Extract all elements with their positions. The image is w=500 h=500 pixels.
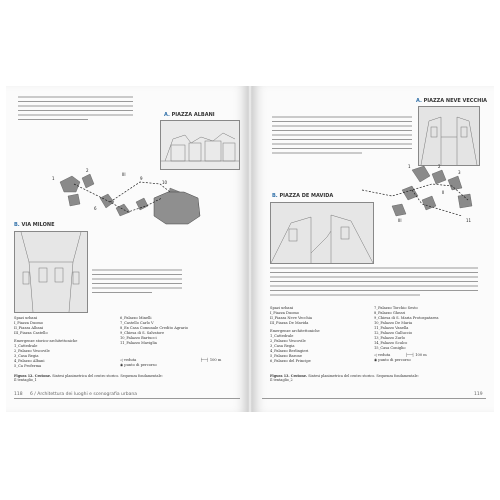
photo-a-letter: A. <box>164 112 170 118</box>
right-page-number: 119 <box>474 392 483 397</box>
left-running-head: 6 / Architettura dei luoghi e scenografia urbana <box>30 392 137 397</box>
veduta-label: veduta <box>123 358 137 362</box>
legend-emergenze-heading: Emergenze architettoniche <box>270 329 320 333</box>
legend-item: 9_Chiesa di S. Maria Protospatarea <box>374 316 439 320</box>
legend-item: III_Piazza Castello <box>14 331 48 335</box>
book-gutter <box>248 86 252 412</box>
legend-item: 13_Palazzo Zurlo <box>374 336 405 340</box>
legend-spazi-heading: Spazi urbani <box>270 306 294 310</box>
left-intro-paragraph <box>18 95 133 125</box>
legend-item: 6_Palazzo del Principe <box>270 359 311 363</box>
legend-item: 4_Palazzo Albani <box>14 359 45 363</box>
right-footer-rule <box>262 398 486 399</box>
left-photo-a-label <box>164 112 215 118</box>
legend-item: 10_Palazzo De Maria <box>374 321 413 325</box>
svg-text:1: 1 <box>408 164 411 169</box>
legend-item: 10_Palazzo Bartucci <box>120 336 157 340</box>
left-footer-rule <box>14 398 240 399</box>
legend-item: 6_Palazzo Minelli <box>120 316 152 320</box>
photo-b-name: VIA MILONE <box>21 222 55 228</box>
svg-text:3: 3 <box>458 170 461 175</box>
right-intro-paragraph <box>272 115 412 160</box>
legend-item: II_Piazza Albani <box>14 326 44 330</box>
legend-item: 11_Palazzo Maviglia <box>120 341 157 345</box>
caption-text: Sintesi planimetrica del centro storico. Sequenza fondamentale: Il tentaglio_2 <box>270 374 419 383</box>
left-body-paragraph <box>92 268 182 296</box>
legend-item: 8_Ex Casa Comunale Credito Agrario <box>120 326 188 330</box>
svg-text:6: 6 <box>94 206 97 211</box>
punto-label: punto di percorso <box>378 358 411 362</box>
left-scale-bar <box>200 358 221 363</box>
legend-item: 3_Casa Regia <box>14 354 39 358</box>
svg-text:2: 2 <box>86 168 89 173</box>
legend-item: III_Piazza De Mavida <box>270 321 309 325</box>
left-photo-b-sketch <box>14 231 88 313</box>
scale-bar-icon: ├──┤ <box>405 353 415 357</box>
scale-label: 100 m <box>415 353 427 357</box>
photo-b-letter: B. <box>272 193 278 199</box>
svg-text:11: 11 <box>466 218 472 223</box>
svg-text:10: 10 <box>162 180 168 185</box>
left-legend-col1 <box>14 316 77 369</box>
caption-title: Figura 12. Crotone. <box>14 374 52 378</box>
punto-icon: ◉ <box>120 363 124 367</box>
scale-bar-icon: ├──┤ <box>200 358 209 362</box>
legend-item: 9_Chiesa di S. Salvatore <box>120 331 165 335</box>
left-symbols <box>120 358 157 368</box>
right-legend-col1 <box>270 306 320 364</box>
photo-a-name: PIAZZA ALBANI <box>171 112 215 118</box>
legend-item: 12_Palazzo Galluccio <box>374 331 413 335</box>
legend-item: 15_Casa Coniglio <box>374 346 406 350</box>
svg-text:2: 2 <box>438 164 441 169</box>
svg-text:9: 9 <box>140 176 143 181</box>
left-caption <box>14 374 164 383</box>
veduta-icon: ◁ <box>374 353 377 357</box>
castle-outline <box>154 192 200 224</box>
legend-item: 7_Castello Carlo V <box>120 321 154 325</box>
left-page-number: 118 <box>14 392 23 397</box>
right-photo-b-sketch <box>270 202 374 264</box>
photo-b-letter: B. <box>14 222 20 228</box>
legend-item: 5_Ca Proferma <box>14 364 42 368</box>
right-body-paragraph <box>270 266 478 298</box>
right-caption <box>270 374 420 383</box>
legend-item: 1_Cattedrale <box>270 334 294 338</box>
legend-emergenze-heading: Emergenze storico-architettoniche <box>14 339 78 343</box>
legend-item: 11_Palazzo Vanella <box>374 326 409 330</box>
right-legend-col2 <box>374 306 439 363</box>
svg-text:III: III <box>122 172 126 177</box>
punto-icon: ◉ <box>374 358 378 362</box>
svg-text:II: II <box>442 190 445 195</box>
scale-label: 100 m <box>209 358 222 362</box>
legend-item: 3_Casa Regia <box>270 344 295 348</box>
veduta-label: veduta <box>377 353 391 357</box>
legend-item: 2_Palazzo Vescovile <box>14 349 50 353</box>
photo-b-name: PIAZZA DE MAVIDA <box>279 193 334 199</box>
veduta-icon: ◁ <box>120 358 123 362</box>
legend-item: 2_Palazzo Vescovile <box>270 339 306 343</box>
legend-item: 1_Cattedrale <box>14 344 38 348</box>
legend-item: 5_Palazzo Barone <box>270 354 302 358</box>
caption-text: Sintesi planimetrica del centro storico. Sequenza fondamentale: Il tentaglio_1 <box>14 374 163 383</box>
svg-text:1: 1 <box>52 176 55 181</box>
legend-item: 8_Palazzo Ghezzi <box>374 311 406 315</box>
left-site-map <box>50 162 240 230</box>
legend-item: 4_Palazzo Berlingieri <box>270 349 309 353</box>
punto-label: punto di percorso <box>124 363 157 367</box>
left-legend-col2 <box>120 316 188 346</box>
legend-item: 14_Palazzo Sculco <box>374 341 408 345</box>
legend-item: I_Piazza Duomo <box>270 311 299 315</box>
legend-item: I_Piazza Duomo <box>14 321 43 325</box>
legend-spazi-heading: Spazi urbani <box>14 316 38 320</box>
legend-item: II_Piazza Neve Vecchia <box>270 316 313 320</box>
legend-item: 7_Palazzo Torchio Sesto <box>374 306 418 310</box>
right-photo-b-label <box>272 193 333 199</box>
svg-text:III: III <box>398 218 402 223</box>
photo-a-name: PIAZZA NEVE VECCHIA <box>423 98 488 104</box>
caption-title: Figura 13. Crotone. <box>270 374 308 378</box>
photo-a-letter: A. <box>416 98 422 104</box>
left-photo-b-label <box>14 222 55 228</box>
right-photo-a-sketch <box>418 106 480 166</box>
right-photo-a-label <box>416 98 487 104</box>
